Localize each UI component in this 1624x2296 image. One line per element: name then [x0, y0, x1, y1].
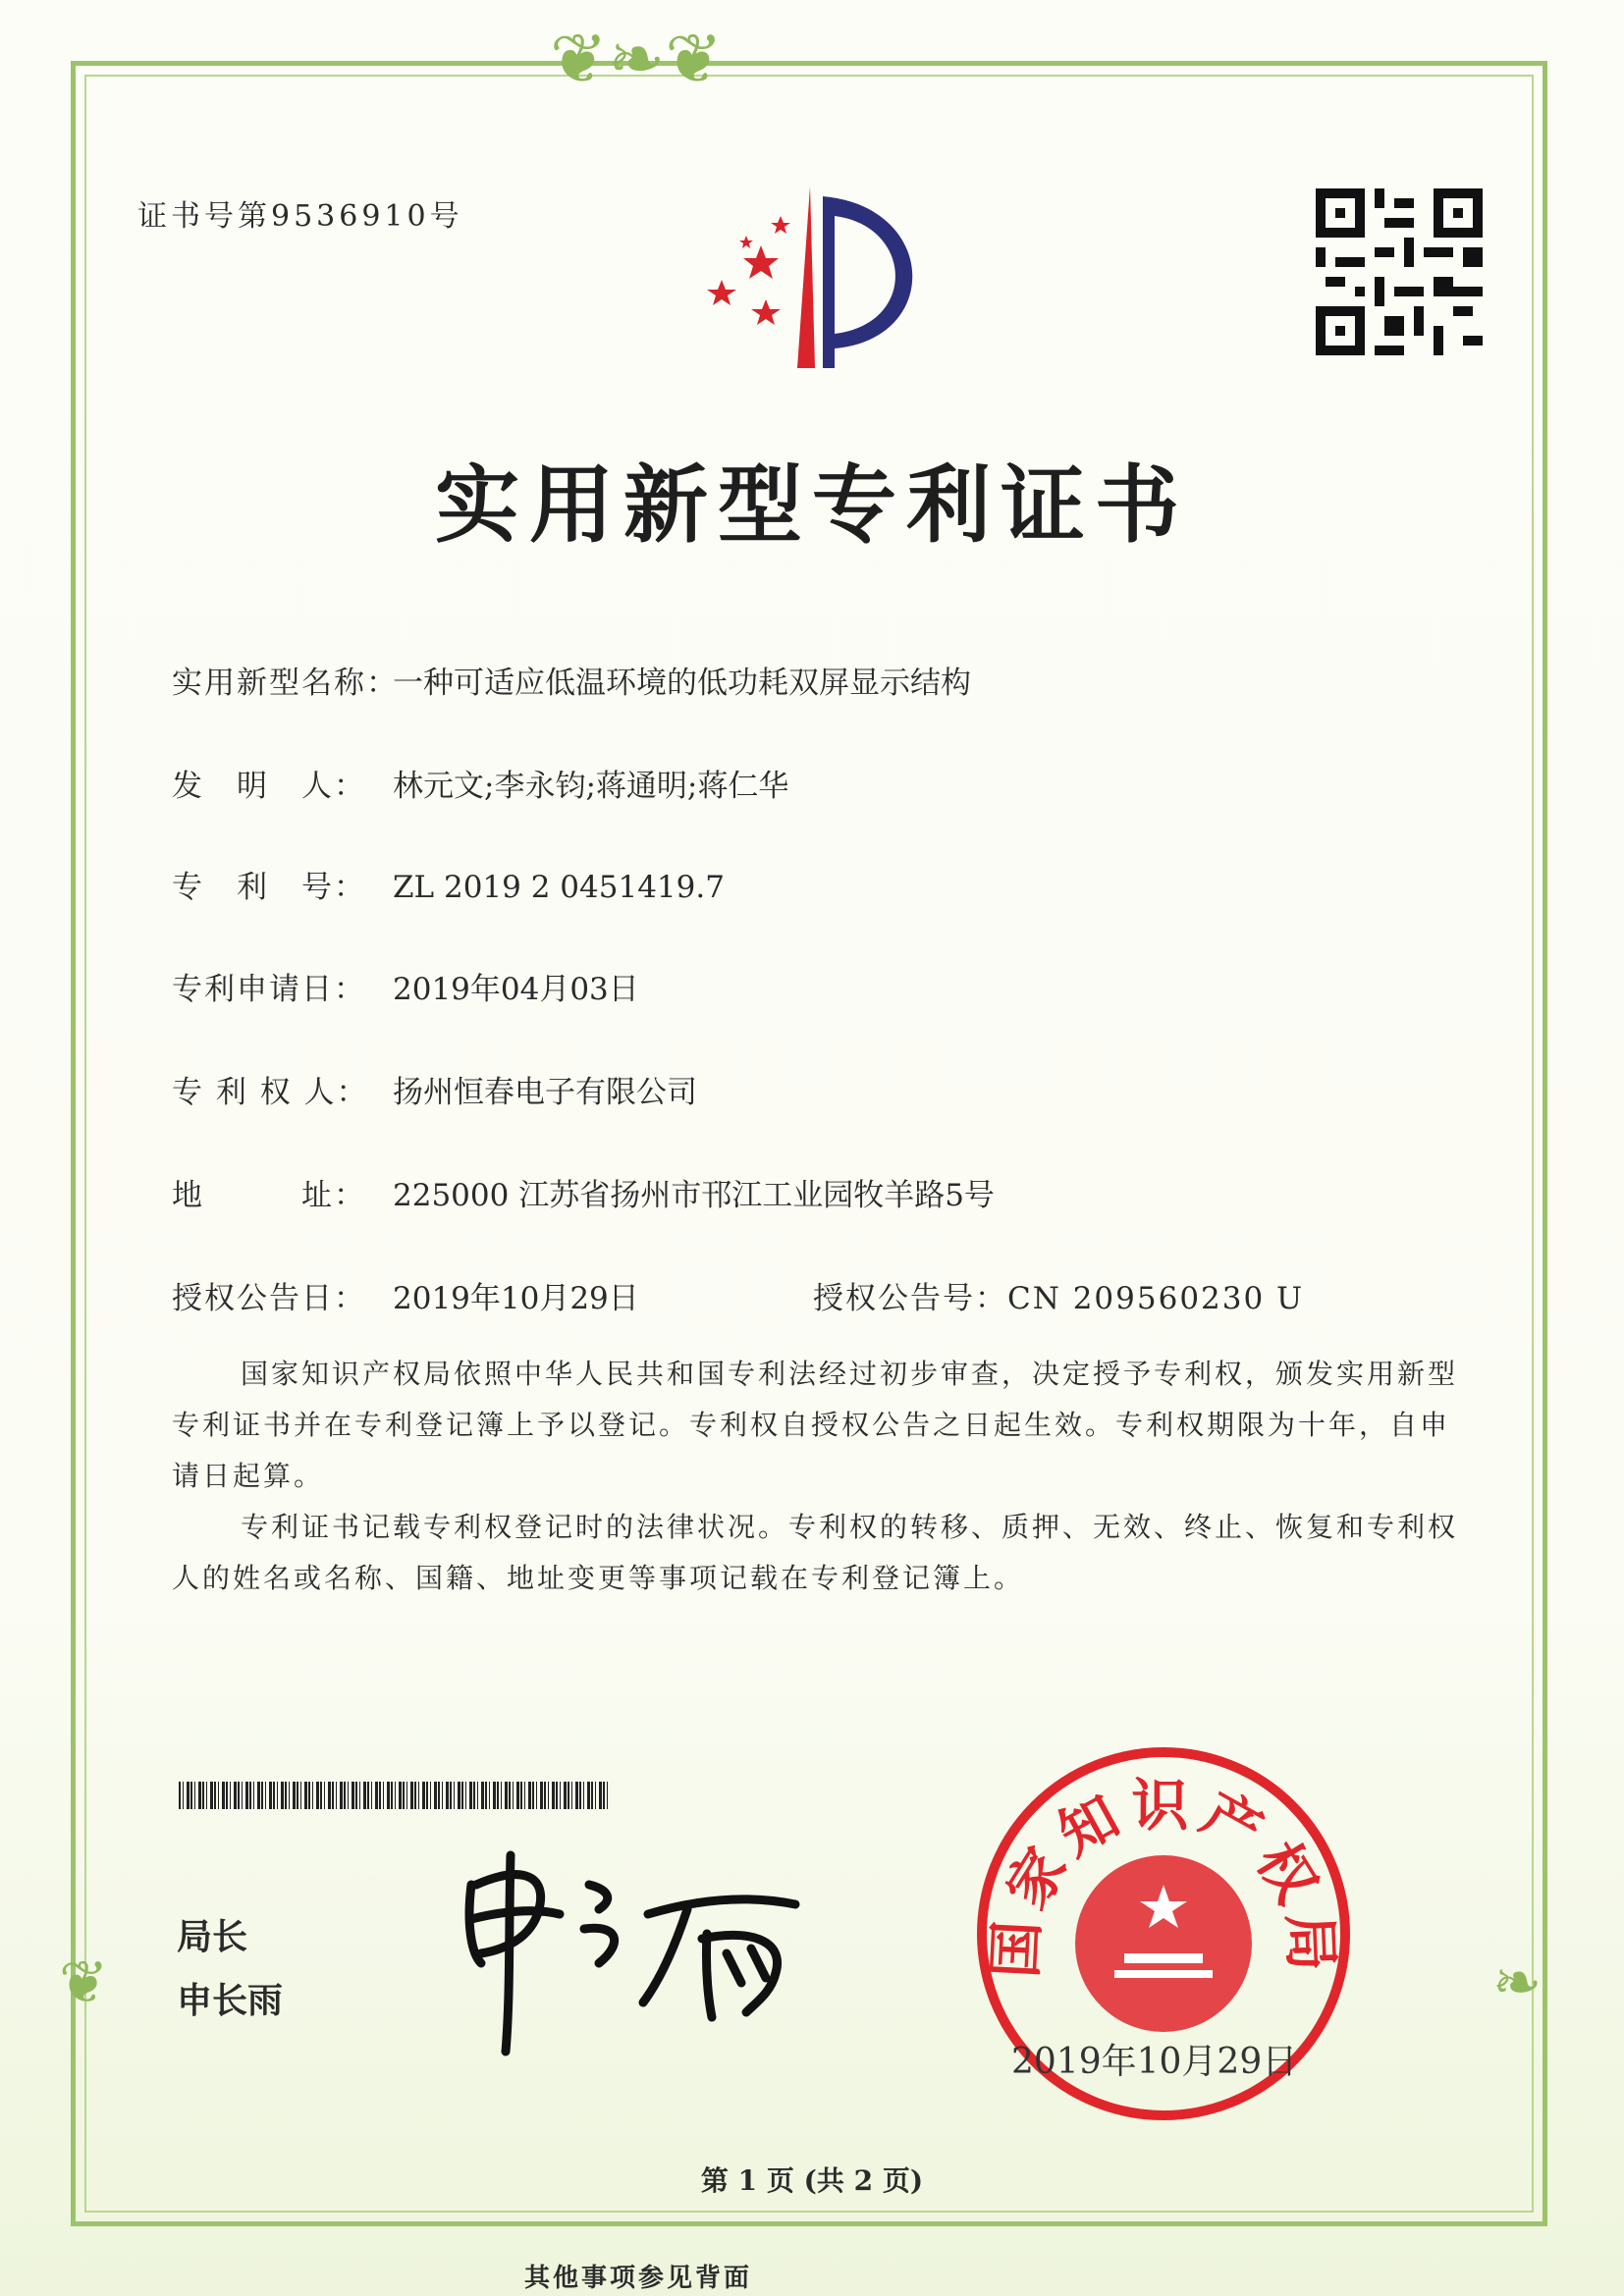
field-value: 2019年04月03日	[393, 972, 639, 1007]
corner-ornament-left-icon: ❦	[59, 1949, 109, 2017]
field-value: 一种可适应低温环境的低功耗双屏显示结构	[393, 666, 971, 701]
field-value: 225000 江苏省扬州市邗江工业园牧羊路5号	[393, 1178, 995, 1213]
field-value: 扬州恒春电子有限公司	[393, 1075, 697, 1110]
field-address	[172, 1170, 995, 1214]
field-label: 专 利 权 人：	[172, 1075, 369, 1110]
barcode	[179, 1782, 611, 1809]
page-indicator: 第 1 页 (共 2 页)	[700, 2164, 924, 2197]
field-application-date	[172, 964, 639, 1008]
certificate-title: 实用新型专利证书	[435, 456, 1189, 555]
field-value: 林元文;李永钧;蒋通明;蒋仁华	[393, 769, 789, 804]
field-label: 发 明 人：	[172, 769, 366, 804]
field-label: 专利申请日：	[172, 972, 366, 1007]
field-label: 授权公告号：	[813, 1281, 1007, 1316]
field-value: 2019年10月29日	[393, 1281, 639, 1316]
field-grant-date	[172, 1273, 639, 1317]
grant-statement-paragraph: 国家知识产权局依照中华人民共和国专利法经过初步审查，决定授予专利权，颁发实用新型专利证书并在专利登记簿上予以登记。专利权自授权公告之日起生效。专利权期限为十年，自申请日起算。	[172, 1358, 1459, 1492]
field-announcement-number	[813, 1273, 1304, 1317]
field-label: 专 利 号：	[172, 870, 366, 905]
patent-office-logo-icon	[687, 177, 943, 373]
seal-text: 国家知识产权局	[981, 1772, 1346, 1981]
field-value: ZL 2019 2 0451419.7	[393, 870, 725, 905]
field-utility-model-name	[172, 658, 971, 702]
certificate-number: 证书号第9536910号	[137, 199, 463, 234]
field-label: 地 址：	[172, 1178, 366, 1213]
legal-status-paragraph: 专利证书记载专利权登记时的法律状况。专利权的转移、质押、无效、终止、恢复和专利权人的姓名或名称、国籍、地址变更等事项记载在专利登记簿上。	[172, 1511, 1459, 1594]
qr-code-icon	[1316, 188, 1483, 355]
seal-date: 2019年10月29日	[1011, 2042, 1298, 2082]
field-patent-number	[172, 862, 725, 906]
field-patentee	[172, 1067, 697, 1111]
field-value: CN 209560230 U	[1007, 1281, 1305, 1316]
field-inventors	[172, 761, 788, 805]
footer-note: 其他事项参见背面	[523, 2264, 752, 2293]
handwritten-signature	[452, 1845, 825, 2061]
field-label: 授权公告日：	[172, 1281, 366, 1316]
top-ornament-icon: ❦❧❦	[550, 19, 723, 99]
signatory-title: 局长	[177, 1917, 248, 1957]
corner-ornament-right-icon: ❧	[1492, 1949, 1543, 2017]
signatory-name: 申长雨	[177, 1981, 284, 2021]
field-label: 实用新型名称：	[172, 666, 399, 701]
